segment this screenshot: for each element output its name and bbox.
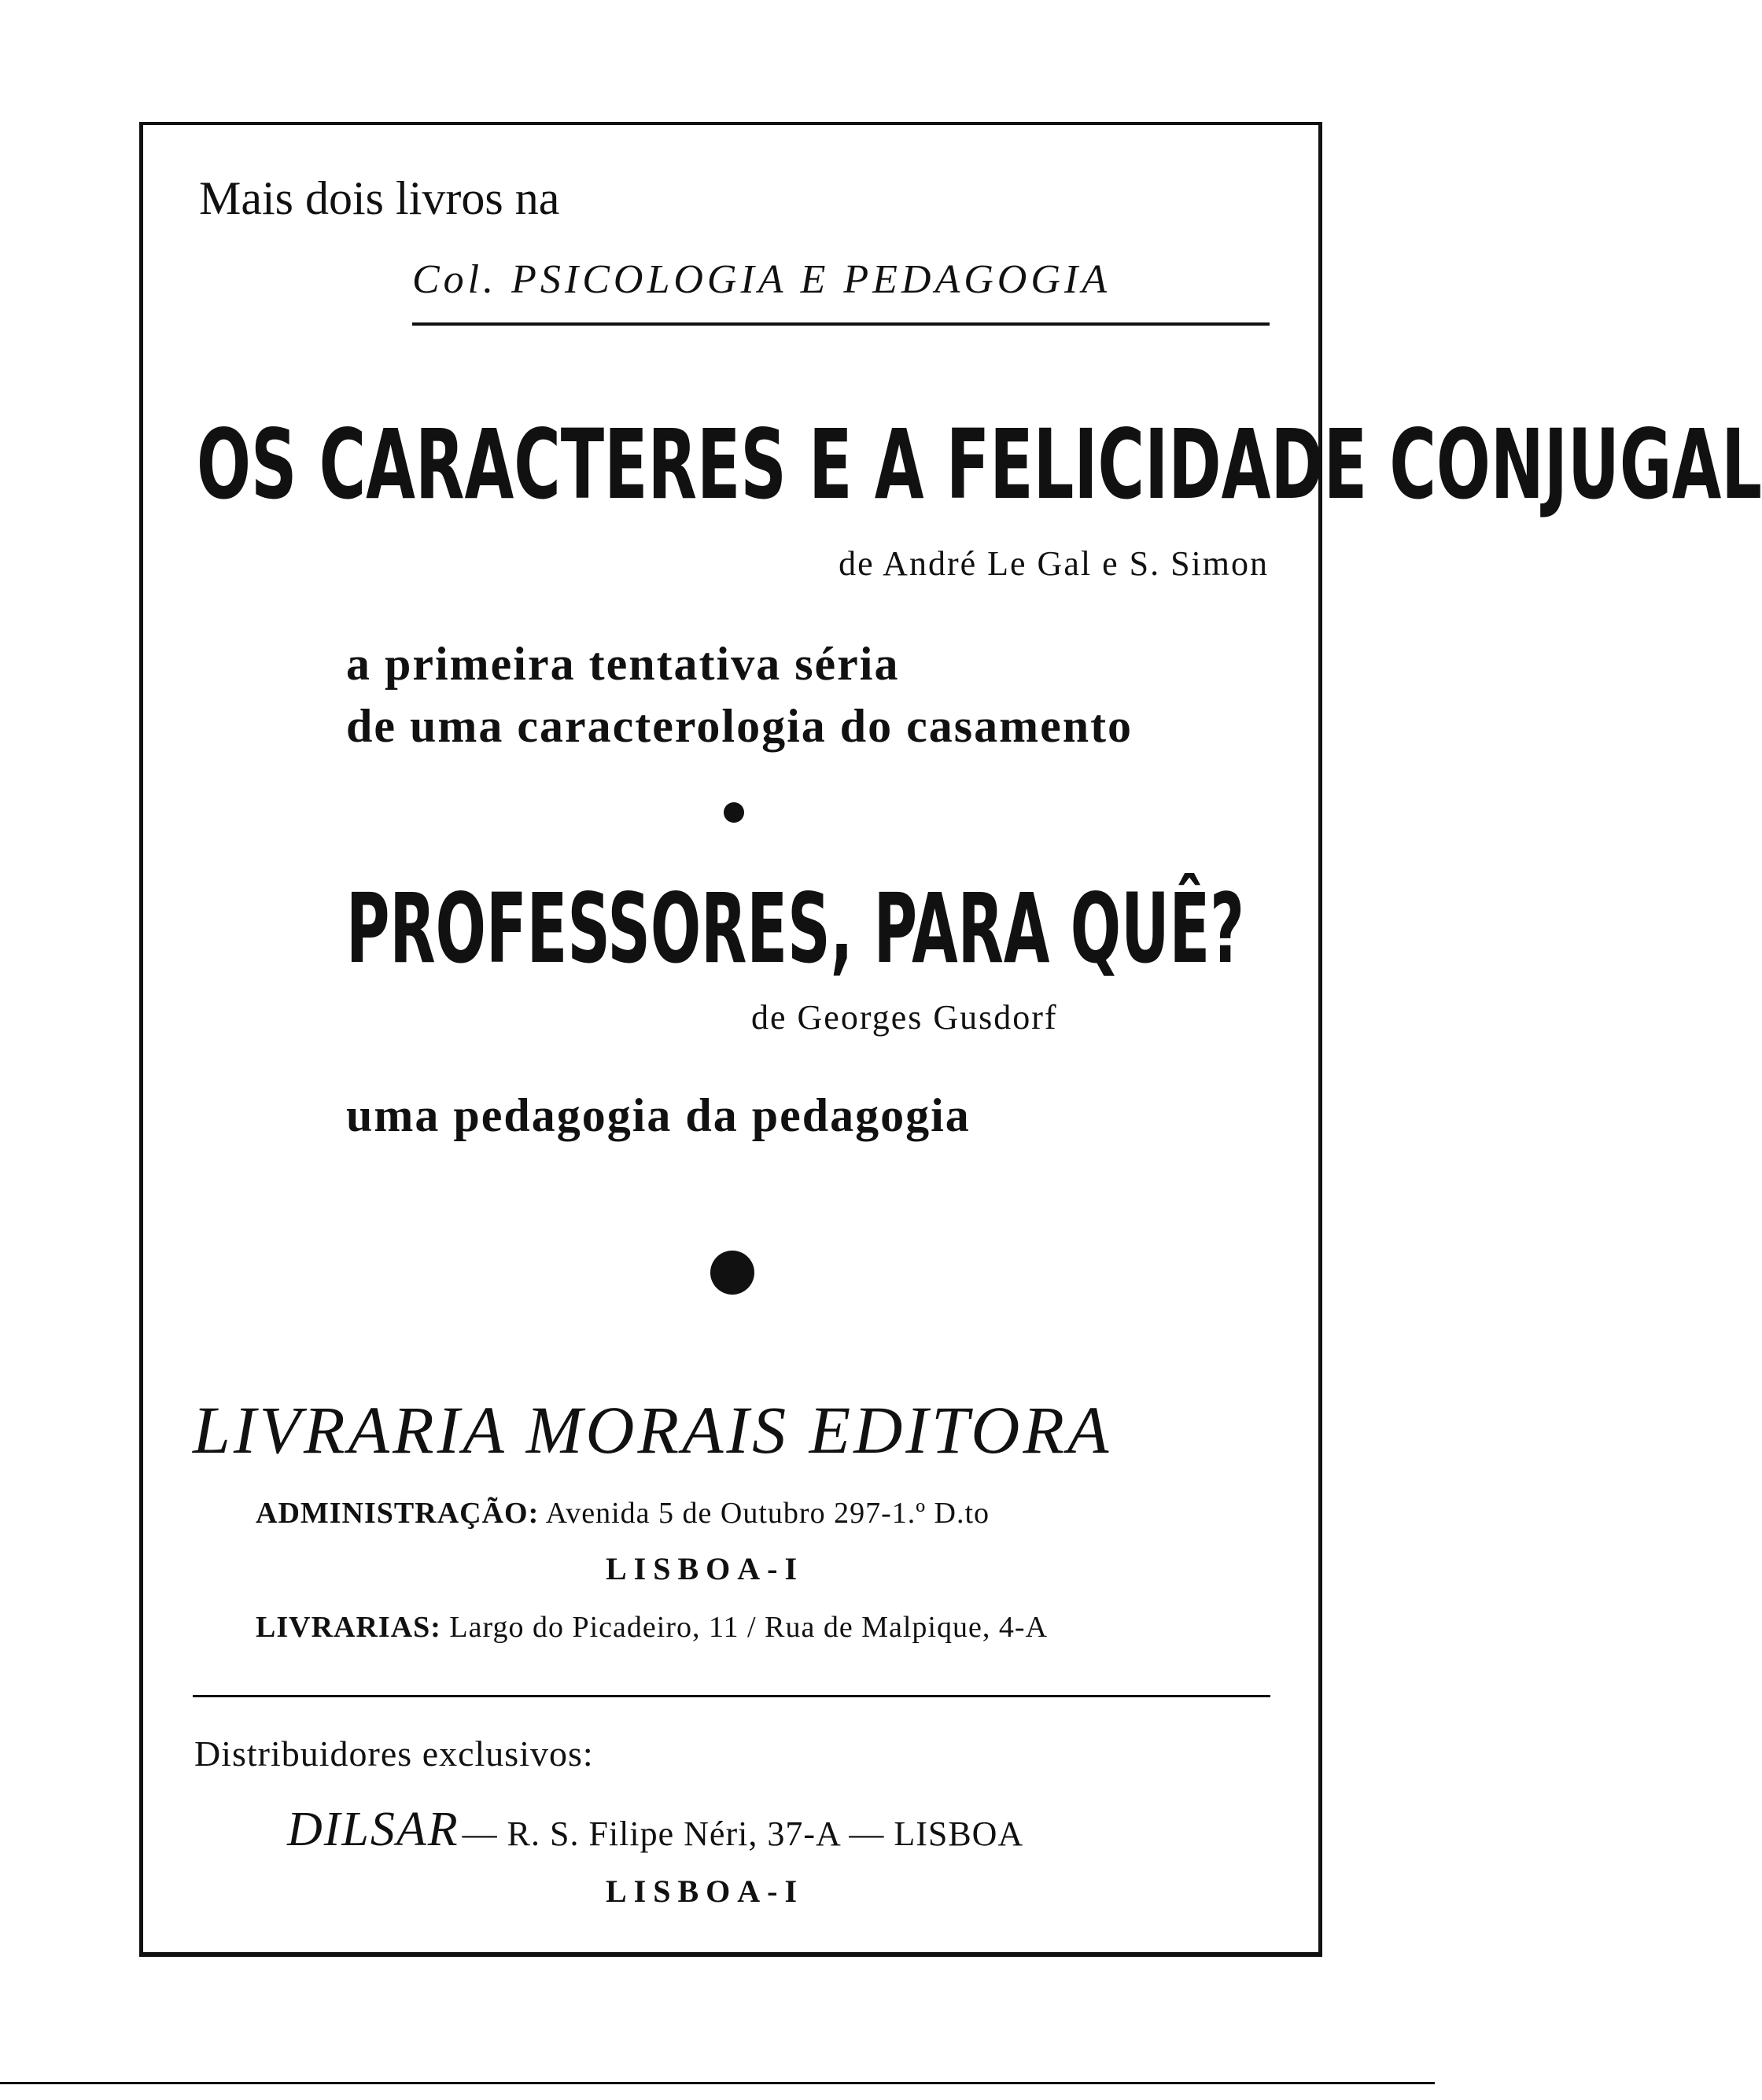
shops-label: LIVRARIAS: <box>256 1611 441 1644</box>
section-divider <box>193 1695 1270 1697</box>
distributor-line <box>287 1805 1023 1854</box>
book1-tagline-line2: de uma caracterologia do casamento <box>346 700 1134 753</box>
book2-tagline: uma pedagogia da pedagogia <box>346 1089 971 1141</box>
distributor-name: DILSAR <box>287 1803 459 1856</box>
separator-bullet-small <box>724 802 744 823</box>
book2-author: de Georges Gusdorf <box>751 998 1058 1037</box>
page-bottom-edge <box>0 2082 1435 2084</box>
publisher-name: LIVRARIA MORAIS EDITORA <box>193 1392 1112 1468</box>
advert-border-frame <box>139 122 1762 1957</box>
admin-address: Avenida 5 de Outubro 297-1.º D.to <box>545 1497 990 1530</box>
admin-label: ADMINISTRAÇÃO: <box>256 1497 540 1530</box>
collection-name: Col. PSICOLOGIA E PEDAGOGIA <box>412 257 1111 302</box>
book1-tagline <box>346 633 1133 757</box>
publisher-admin-line <box>256 1498 990 1528</box>
intro-heading: Mais dois livros na <box>199 172 560 224</box>
shops-address: Largo do Picadeiro, 11 / Rua de Malpique, 4-A <box>449 1611 1048 1644</box>
book1-author: de André Le Gal e S. Simon <box>839 544 1269 583</box>
publisher-shops-line <box>256 1612 1048 1642</box>
book1-title: OS CARACTERES E A FELICIDADE CONJUGAL <box>197 409 1762 521</box>
book2-title: PROFESSORES, PARA QUÊ? <box>346 873 1245 985</box>
distributor-city: LISBOA-I <box>606 1873 805 1909</box>
book1-tagline-line1: a primeira tentativa séria <box>346 638 900 690</box>
distributor-address: — R. S. Filipe Néri, 37-A — LISBOA <box>462 1814 1024 1853</box>
collection-underline <box>412 322 1270 326</box>
publisher-city: LISBOA-I <box>606 1551 805 1586</box>
separator-bullet-large <box>710 1251 754 1295</box>
distribution-label: Distribuidores exclusivos: <box>194 1733 594 1774</box>
